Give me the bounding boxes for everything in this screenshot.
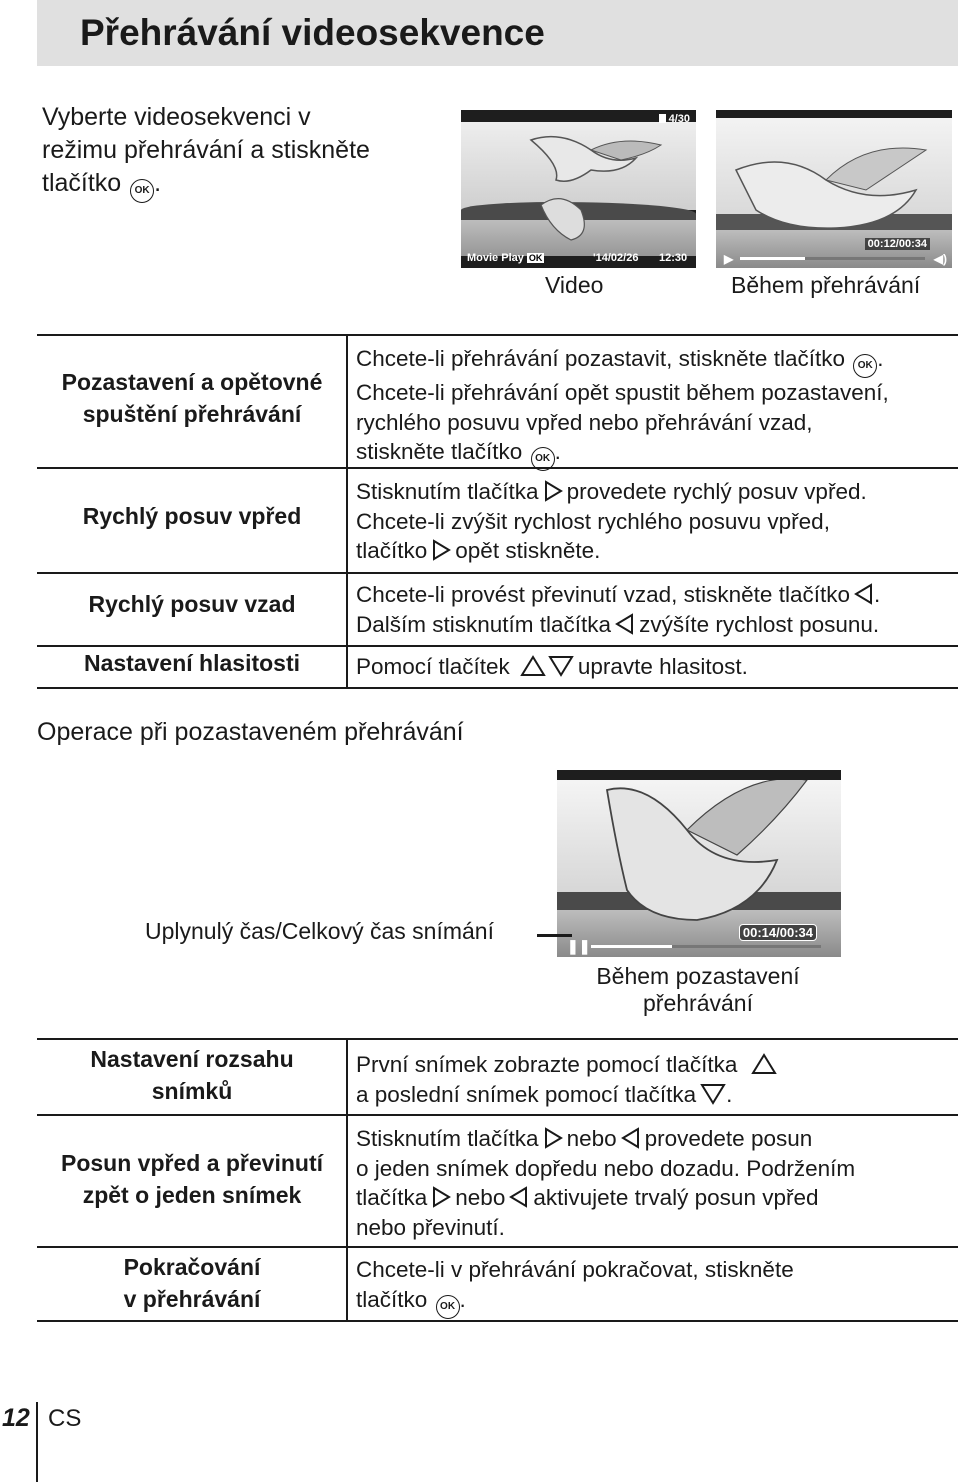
desc-pause-resume: Chcete-li přehrávání pozastavit, stiskněte tlačítko OK . Chcete-li přehrávání opět spustit během pozastavení, rychlého posuvu vpřed nebo přehrávání vzad, stiskněte tlačítko OK . <box>356 344 956 471</box>
ok-button-icon: OK <box>436 1295 460 1319</box>
right-arrow-icon <box>543 480 563 502</box>
playing-screen <box>716 110 952 268</box>
down-arrow-icon <box>548 655 574 677</box>
date-label: '14/02/26 <box>593 252 639 264</box>
desc-frame-step: Stisknutím tlačítka nebo provedete posun o jeden snímek dopředu nebo dozadu. Podržením tlačítka nebo aktivujete trvalý posun vpřed nebo převinutí. <box>356 1126 856 1240</box>
intro-line-3: tlačítko OK . <box>42 167 402 203</box>
label-fast-forward: Rychlý posuv vpřed <box>82 503 302 529</box>
playback-progress-bar[interactable] <box>740 257 925 260</box>
elapsed-time: 00:12/00:34 <box>865 238 930 250</box>
down-arrow-icon <box>700 1083 726 1105</box>
right-arrow-icon <box>431 1186 451 1208</box>
volume-icon: ◀) <box>933 252 947 266</box>
footer-divider <box>36 1402 38 1482</box>
section-title: Operace při pozastaveném přehrávání <box>37 718 464 746</box>
playback-progress-bar[interactable] <box>591 945 821 948</box>
left-arrow-icon <box>854 583 874 605</box>
label-rewind: Rychlý posuv vzad <box>88 591 296 617</box>
video-caption: Video <box>545 272 604 298</box>
title-bar <box>37 0 958 66</box>
page-title: Přehrávání videosekvence <box>80 12 545 53</box>
desc-resume: Chcete-li v přehrávání pokračovat, stiskněte tlačítko OK . <box>356 1255 956 1319</box>
elapsed-time: 00:14/00:34 <box>739 924 817 941</box>
left-arrow-icon <box>509 1186 529 1208</box>
intro-line-1: Vyberte videosekvenci v <box>42 103 311 131</box>
paused-caption: Během pozastavení přehrávání <box>596 963 800 1016</box>
play-icon: ▶ <box>724 252 734 266</box>
playing-caption: Během přehrávání <box>731 272 921 298</box>
label-frame-range: Nastavení rozsahu snímků <box>90 1046 294 1104</box>
desc-frame-range: První snímek zobrazte pomocí tlačítka a poslední snímek pomocí tlačítka . <box>356 1050 956 1109</box>
up-arrow-icon <box>520 655 546 677</box>
desc-rewind: Chcete-li provést převinutí vzad, stiskněte tlačítko . Dalším stisknutím tlačítka zvýšíte rychlost posunu. <box>356 582 881 637</box>
label-pause-resume: Pozastavení a opětovné spuštění přehrávání <box>61 369 323 427</box>
left-arrow-icon <box>621 1127 641 1149</box>
pause-icon: ❚❚ <box>567 938 591 954</box>
callout-line <box>537 934 572 937</box>
right-arrow-icon <box>543 1127 563 1149</box>
label-volume: Nastavení hlasitosti <box>83 650 301 676</box>
ok-badge: OK <box>528 253 543 263</box>
intro-line-3-text: tlačítko <box>42 169 122 197</box>
desc-volume: Pomocí tlačítek upravte hlasitost. <box>356 654 748 679</box>
right-arrow-icon <box>431 539 451 561</box>
desc-fast-forward: Stisknutím tlačítka provedete rychlý posuv vpřed. Chcete-li zvýšit rychlost rychlého posuvu vpřed, tlačítko opět stiskněte. <box>356 479 867 563</box>
ok-button-icon: OK <box>853 354 877 378</box>
intro-text <box>42 101 402 203</box>
elapsed-label: Uplynulý čas/Celkový čas snímání <box>145 918 494 944</box>
frame-counter: 4/30 <box>659 113 690 125</box>
intro-line-2: režimu přehrávání a stiskněte <box>42 136 370 164</box>
video-screen <box>461 110 696 268</box>
ok-button-icon: OK <box>130 179 154 203</box>
ok-button-icon: OK <box>531 447 555 471</box>
language-code: CS <box>48 1405 82 1432</box>
left-arrow-icon <box>615 613 635 635</box>
seagull-image <box>461 110 696 268</box>
movie-play-label: Movie Play OK <box>467 252 543 264</box>
label-frame-step: Posun vpřed a převinutí zpět o jeden snímek <box>61 1150 323 1208</box>
time-label: 12:30 <box>659 252 688 264</box>
page-number: 12 <box>2 1404 30 1432</box>
up-arrow-icon <box>751 1053 777 1075</box>
label-resume: Pokračování v přehrávání <box>123 1254 261 1312</box>
paused-screen <box>557 770 841 957</box>
